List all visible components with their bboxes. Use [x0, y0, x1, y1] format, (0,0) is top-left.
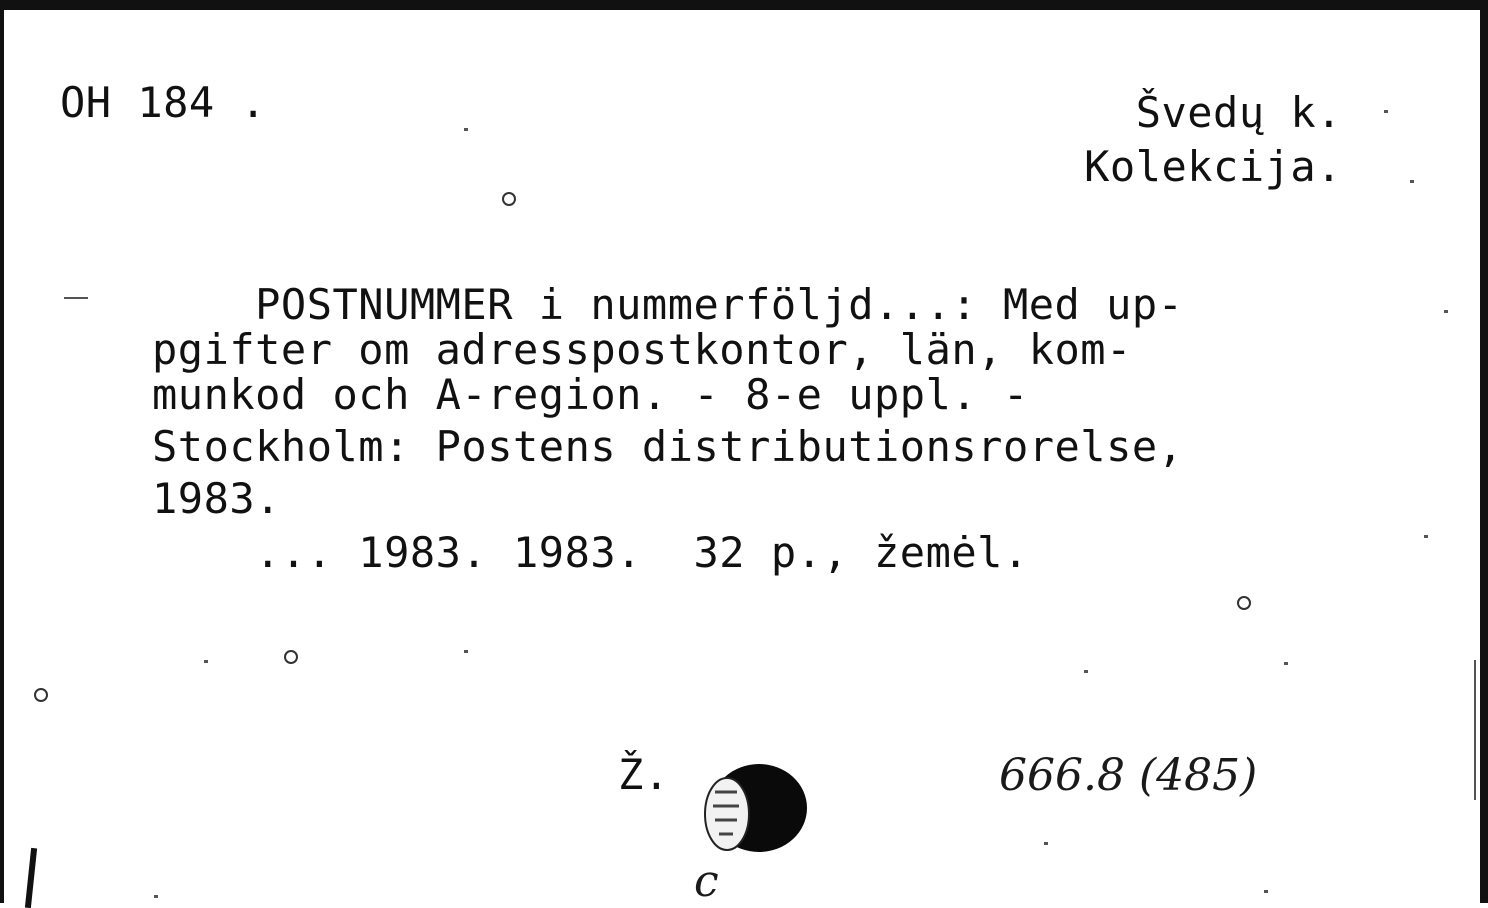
collation-line: ... 1983. 1983. 32 p., žemėl. [152, 528, 1029, 577]
call-number: OH 184 . [60, 78, 267, 127]
title-line-2: pgifter om adresspostkontor, län, kom- [152, 325, 1132, 374]
speck [1264, 890, 1268, 893]
shelf-number-handwritten: 666.8 (485) [999, 750, 1258, 801]
speck [1444, 310, 1448, 313]
collection-name: Švedų k. [1135, 88, 1342, 137]
title-line-3: munkod och A-region. - 8-e uppl. - [152, 370, 1029, 419]
imprint-line: Stockholm: Postens distributionsrorelse, [152, 422, 1184, 471]
speck [204, 660, 208, 663]
speck-circle-icon [502, 192, 516, 206]
speck [1384, 110, 1388, 113]
speck [1424, 535, 1428, 538]
imprint-year: 1983. [152, 474, 281, 523]
speck [1284, 662, 1288, 665]
speck-circle-icon [1237, 596, 1251, 610]
punch-hole-icon [697, 762, 809, 854]
title-line-1: POSTNUMMER i nummerföljd...: Med up- [152, 280, 1184, 329]
handwritten-letter: c [694, 856, 719, 907]
ink-mark [25, 848, 37, 908]
speck [154, 895, 158, 898]
speck [1084, 670, 1088, 673]
speck [64, 297, 88, 299]
speck [464, 650, 468, 653]
collection-label: Kolekcija. [1084, 142, 1342, 191]
speck [1474, 660, 1476, 800]
speck [1044, 842, 1048, 845]
speck-circle-icon [284, 650, 298, 664]
speck-circle-icon [34, 688, 48, 702]
speck [1410, 180, 1414, 183]
location-mark: Ž. [618, 750, 670, 799]
speck [464, 128, 468, 131]
